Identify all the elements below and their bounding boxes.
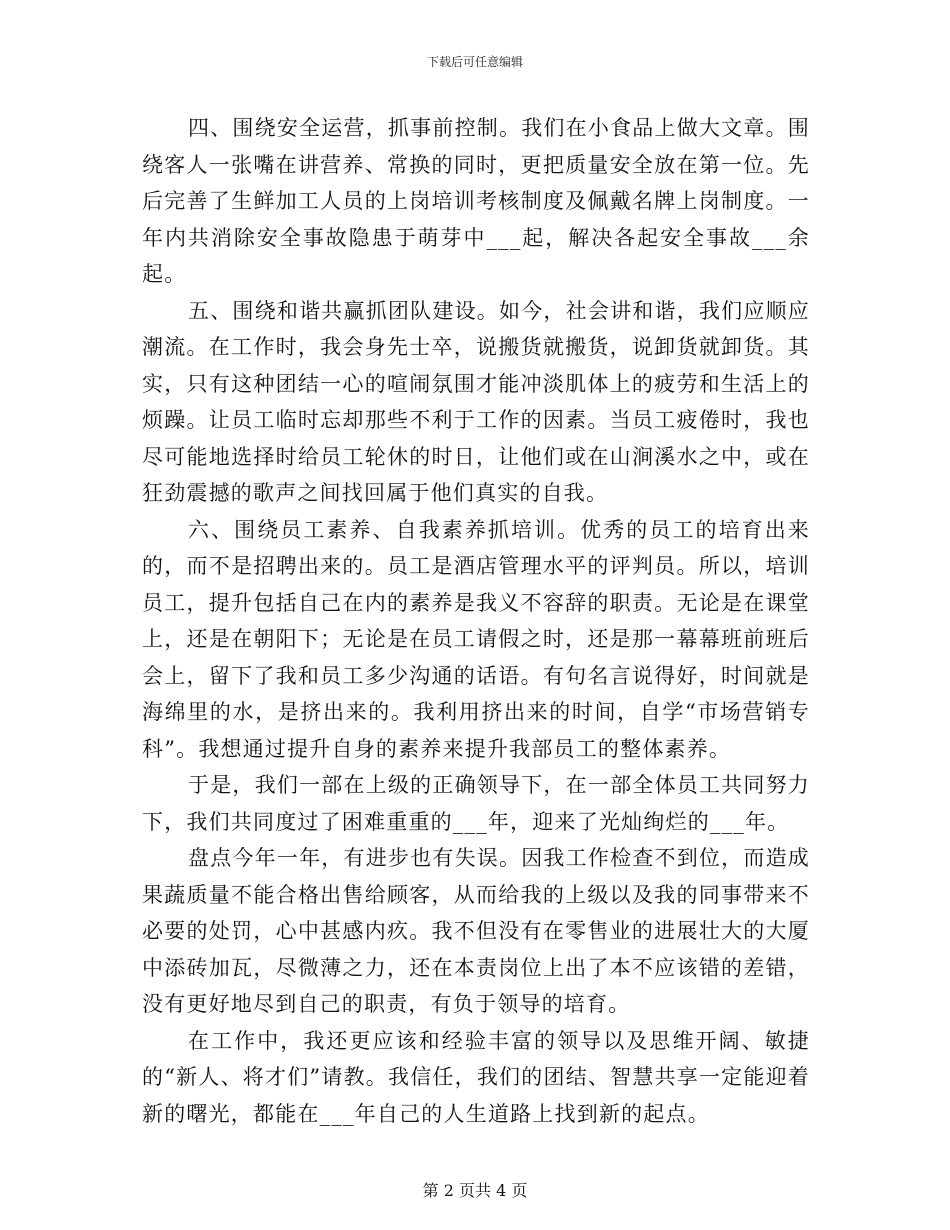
paragraph-training: 六、围绕员工素养、自我素养抓培训。优秀的员工的培育出来的，而不是招聘出来的。员工是酒店管理水平的评判员。所以，培训员工，提升包括自己在内的素养是我义不容辞的职责。无论是在课堂上，还是在朝阳下；无论是在员工请假之时，还是那一幕幕班前班后会上，留下了我和员工多少沟通的话语。有句名言说得好，时间就是海绵里的水，是挤出来的。我利用挤出来的时间，自学“市场营销专科”。我想通过提升自身的素养来提升我部员工的整体素养。 [142,517,810,761]
paragraph-year-summary: 于是，我们一部在上级的正确领导下，在一部全体员工共同努力下，我们共同度过了困难重重的___年，迎来了光灿绚烂的___年。 [142,773,810,834]
paragraph-team-building: 五、围绕和谐共赢抓团队建设。如今，社会讲和谐，我们应顺应潮流。在工作时，我会身先士卒，说搬货就搬货，说卸货就卸货。其实，只有这种团结一心的喧闹氛围才能冲淡肌体上的疲劳和生活上的烦躁。让员工临时忘却那些不利于工作的因素。当员工疲倦时，我也尽可能地选择时给员工轮休的时日，让他们或在山涧溪水之中，或在狂劲震撼的歌声之间找回属于他们真实的自我。 [142,298,810,505]
document-body [142,110,810,1132]
paragraph-safety-operation: 四、围绕安全运营，抓事前控制。我们在小食品上做大文章。围绕客人一张嘴在讲营养、常换的同时，更把质量安全放在第一位。先后完善了生鲜加工人员的上岗培训考核制度及佩戴名牌上岗制度。一年内共消除安全事故隐患于萌芽中___起，解决各起安全事故___余起。 [142,116,810,286]
paragraph-self-review: 盘点今年一年，有进步也有失误。因我工作检查不到位，而造成果蔬质量不能合格出售给顾客，从而给我的上级以及我的同事带来不必要的处罚，心中甚感内疚。我不但没有在零售业的进展壮大的大厦中添砖加瓦，尽微薄之力，还在本责岗位上出了本不应该错的差错，没有更好地尽到自己的职责，有负于领导的培育。 [142,846,810,1016]
page-number-footer: 第 2 页共 4 页 [422,1181,528,1200]
page-header: 下载后可任意编辑 [426,55,523,69]
paragraph-outlook: 在工作中，我还更应该和经验丰富的领导以及思维开阔、敏捷的“新人、将才们”请教。我信任，我们的团结、智慧共享一定能迎着新的曙光，都能在___年自己的人生道路上找到新的起点。 [142,1028,810,1126]
